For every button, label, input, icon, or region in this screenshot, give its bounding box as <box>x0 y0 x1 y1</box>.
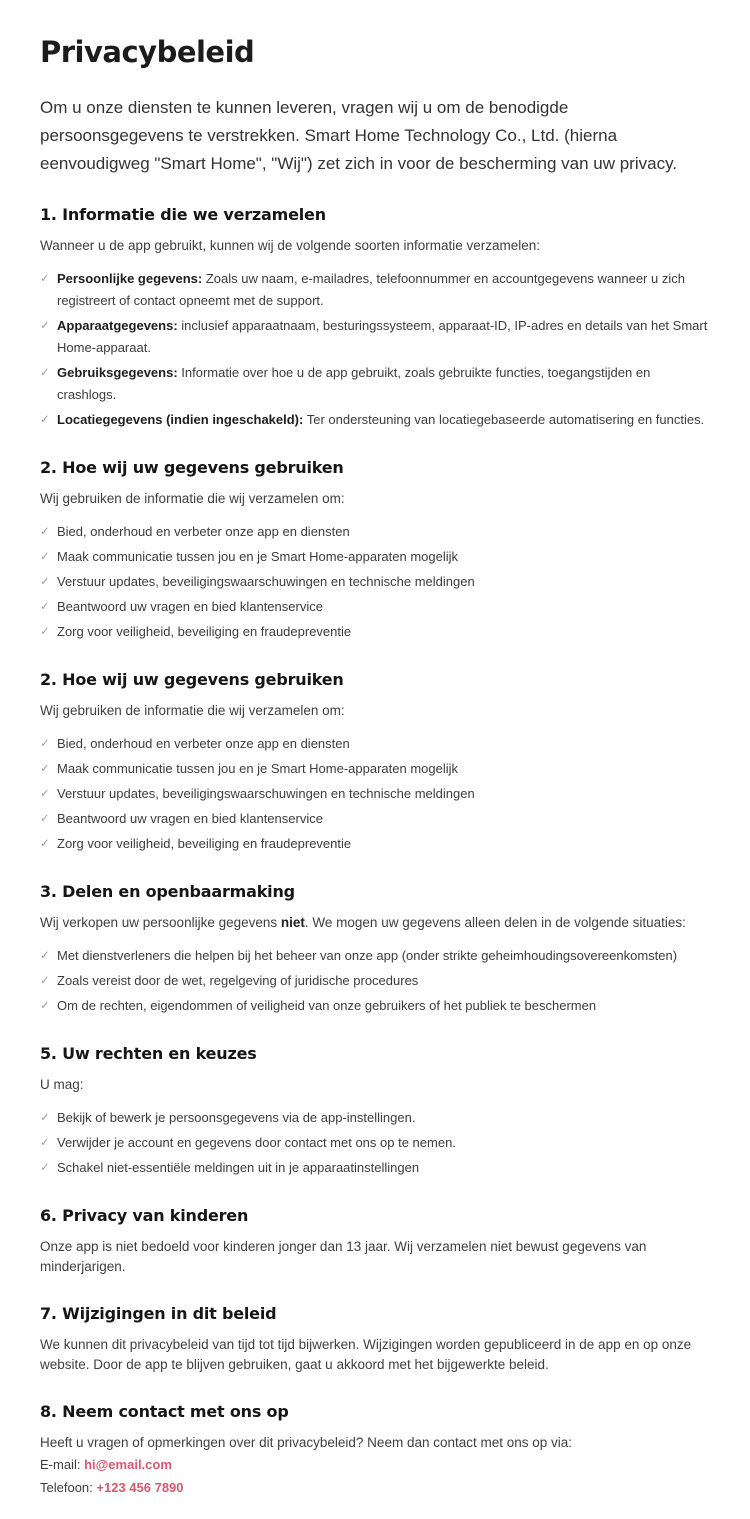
check-icon: ✓ <box>40 1112 50 1124</box>
check-icon: ✓ <box>40 838 50 850</box>
check-icon: ✓ <box>40 576 50 588</box>
check-icon: ✓ <box>40 551 50 563</box>
check-icon: ✓ <box>40 950 50 962</box>
item-text: Zoals uw naam, e-mailadres, telefoonnummer en accountgegevens wanneer u zich registreert of contact opneemt met de support. <box>57 271 685 308</box>
checklist <box>40 521 710 643</box>
section-lead: Wij gebruiken de informatie die wij verzamelen om: <box>40 703 345 718</box>
contact-phone-line <box>40 1477 710 1499</box>
checklist-item <box>40 1132 710 1154</box>
section-delen-openbaarmaking <box>40 881 710 1017</box>
checklist <box>40 733 710 855</box>
checklist-item <box>40 571 710 593</box>
section-heading: 7. Wijzigingen in dit beleid <box>40 1304 277 1323</box>
item-text: Zorg voor veiligheid, beveiliging en fraudepreventie <box>57 624 352 639</box>
item-text: Zorg voor veiligheid, beveiliging en fraudepreventie <box>57 836 352 851</box>
item-text: Bied, onderhoud en verbeter onze app en diensten <box>57 524 350 539</box>
checklist-item <box>40 783 710 805</box>
check-icon: ✓ <box>40 526 50 538</box>
item-text: Maak communicatie tussen jou en je Smart Home-apparaten mogelijk <box>57 761 459 776</box>
check-icon: ✓ <box>40 813 50 825</box>
check-icon: ✓ <box>40 975 50 987</box>
checklist-item <box>40 268 710 312</box>
item-text: inclusief apparaatnaam, besturingssysteem, apparaat-ID, IP-adres en details van het Smart Home-apparaat. <box>57 318 708 355</box>
check-icon: ✓ <box>40 367 50 379</box>
lead-text: Wij verkopen uw persoonlijke gegevens <box>40 915 281 930</box>
checklist-item <box>40 621 710 643</box>
section-heading: 1. Informatie die we verzamelen <box>40 205 326 224</box>
section-lead: We kunnen dit privacybeleid van tijd tot tijd bijwerken. Wijzigingen worden gepubliceerd in de app en op onze website. Door de app te blijven gebruiken, gaat u akkoord met het bijgewerkte beleid. <box>40 1337 692 1372</box>
section-heading: 8. Neem contact met ons op <box>40 1402 289 1421</box>
check-icon: ✓ <box>40 626 50 638</box>
section-rechten-keuzes <box>40 1043 710 1179</box>
section-heading: 2. Hoe wij uw gegevens gebruiken <box>40 670 344 689</box>
check-icon: ✓ <box>40 414 50 426</box>
item-text: Informatie over hoe u de app gebruikt, zoals gebruikte functies, toegangstijden en crashlogs. <box>57 365 651 402</box>
checklist <box>40 945 710 1017</box>
item-text: Schakel niet-essentiële meldingen uit in je apparaatinstellingen <box>57 1160 420 1175</box>
section-gegevens-gebruiken-duplicate <box>40 669 710 855</box>
section-contact <box>40 1401 710 1499</box>
checklist-item <box>40 970 710 992</box>
checklist-item <box>40 758 710 780</box>
check-icon: ✓ <box>40 1137 50 1149</box>
item-text: Verwijder je account en gegevens door contact met ons op te nemen. <box>57 1135 456 1150</box>
email-link[interactable]: hi@email.com <box>84 1457 172 1472</box>
checklist-item <box>40 362 710 406</box>
section-lead: Heeft u vragen of opmerkingen over dit privacybeleid? Neem dan contact met ons op via: <box>40 1435 573 1450</box>
contact-label: Telefoon: <box>40 1480 93 1495</box>
checklist-item <box>40 596 710 618</box>
page-title: Privacybeleid <box>40 35 255 69</box>
checklist-item <box>40 521 710 543</box>
item-text: Beantwoord uw vragen en bied klantenservice <box>57 811 323 826</box>
item-bold-label: Locatiegegevens (indien ingeschakeld): <box>57 412 304 427</box>
section-heading: 5. Uw rechten en keuzes <box>40 1044 257 1063</box>
item-text: Ter ondersteuning van locatiegebaseerde automatisering en functies. <box>306 412 705 427</box>
item-bold-label: Persoonlijke gegevens: <box>57 271 203 286</box>
checklist-item <box>40 833 710 855</box>
item-bold-label: Apparaatgegevens: <box>57 318 178 333</box>
checklist <box>40 268 710 431</box>
check-icon: ✓ <box>40 788 50 800</box>
contact-email-line <box>40 1454 710 1476</box>
section-lead: Wanneer u de app gebruikt, kunnen wij de volgende soorten informatie verzamelen: <box>40 238 541 253</box>
contact-label: E-mail: <box>40 1457 81 1472</box>
item-text: Maak communicatie tussen jou en je Smart Home-apparaten mogelijk <box>57 549 459 564</box>
section-lead: Onze app is niet bedoeld voor kinderen jonger dan 13 jaar. Wij verzamelen niet bewust gegevens van minderjarigen. <box>40 1239 647 1274</box>
section-privacy-kinderen <box>40 1205 710 1277</box>
checklist-item <box>40 808 710 830</box>
checklist-item <box>40 315 710 359</box>
item-text: Om de rechten, eigendommen of veiligheid van onze gebruikers of het publiek te beschermen <box>57 998 597 1013</box>
checklist-item <box>40 733 710 755</box>
section-lead: Wij gebruiken de informatie die wij verzamelen om: <box>40 491 345 506</box>
check-icon: ✓ <box>40 601 50 613</box>
item-text: Beantwoord uw vragen en bied klantenservice <box>57 599 323 614</box>
check-icon: ✓ <box>40 1162 50 1174</box>
checklist-item <box>40 1107 710 1129</box>
checklist-item <box>40 945 710 967</box>
checklist-item <box>40 995 710 1017</box>
check-icon: ✓ <box>40 738 50 750</box>
phone-link[interactable]: +123 456 7890 <box>96 1480 184 1495</box>
checklist-item <box>40 1157 710 1179</box>
section-heading: 2. Hoe wij uw gegevens gebruiken <box>40 458 344 477</box>
lead-text: . We mogen uw gegevens alleen delen in de volgende situaties: <box>304 915 686 930</box>
check-icon: ✓ <box>40 273 50 285</box>
section-gegevens-gebruiken <box>40 457 710 643</box>
intro-paragraph: Om u onze diensten te kunnen leveren, vragen wij u om de benodigde persoonsgegevens te verstrekken. Smart Home Technology Co., Ltd. (hierna eenvoudigweg "Smart Home", "Wij") zet zich in voor de bescherming van uw privacy. <box>40 98 678 173</box>
item-text: Bied, onderhoud en verbeter onze app en diensten <box>57 736 350 751</box>
item-text: Verstuur updates, beveiligingswaarschuwingen en technische meldingen <box>57 786 475 801</box>
check-icon: ✓ <box>40 763 50 775</box>
item-text: Zoals vereist door de wet, regelgeving of juridische procedures <box>57 973 419 988</box>
item-text: Met dienstverleners die helpen bij het beheer van onze app (onder strikte geheimhoudingsovereenkomsten) <box>57 948 678 963</box>
section-lead: U mag: <box>40 1077 84 1092</box>
section-informatie-verzamelen <box>40 204 710 431</box>
item-bold-label: Gebruiksgegevens: <box>57 365 178 380</box>
section-wijzigingen-beleid <box>40 1303 710 1375</box>
check-icon: ✓ <box>40 1000 50 1012</box>
section-lead <box>40 913 710 933</box>
checklist <box>40 1107 710 1179</box>
item-text: Verstuur updates, beveiligingswaarschuwingen en technische meldingen <box>57 574 475 589</box>
checklist-item <box>40 409 710 431</box>
item-text: Bekijk of bewerk je persoonsgegevens via de app-instellingen. <box>57 1110 416 1125</box>
checklist-item <box>40 546 710 568</box>
lead-bold: niet <box>280 915 305 930</box>
section-heading: 3. Delen en openbaarmaking <box>40 882 295 901</box>
check-icon: ✓ <box>40 320 50 332</box>
section-heading: 6. Privacy van kinderen <box>40 1206 249 1225</box>
